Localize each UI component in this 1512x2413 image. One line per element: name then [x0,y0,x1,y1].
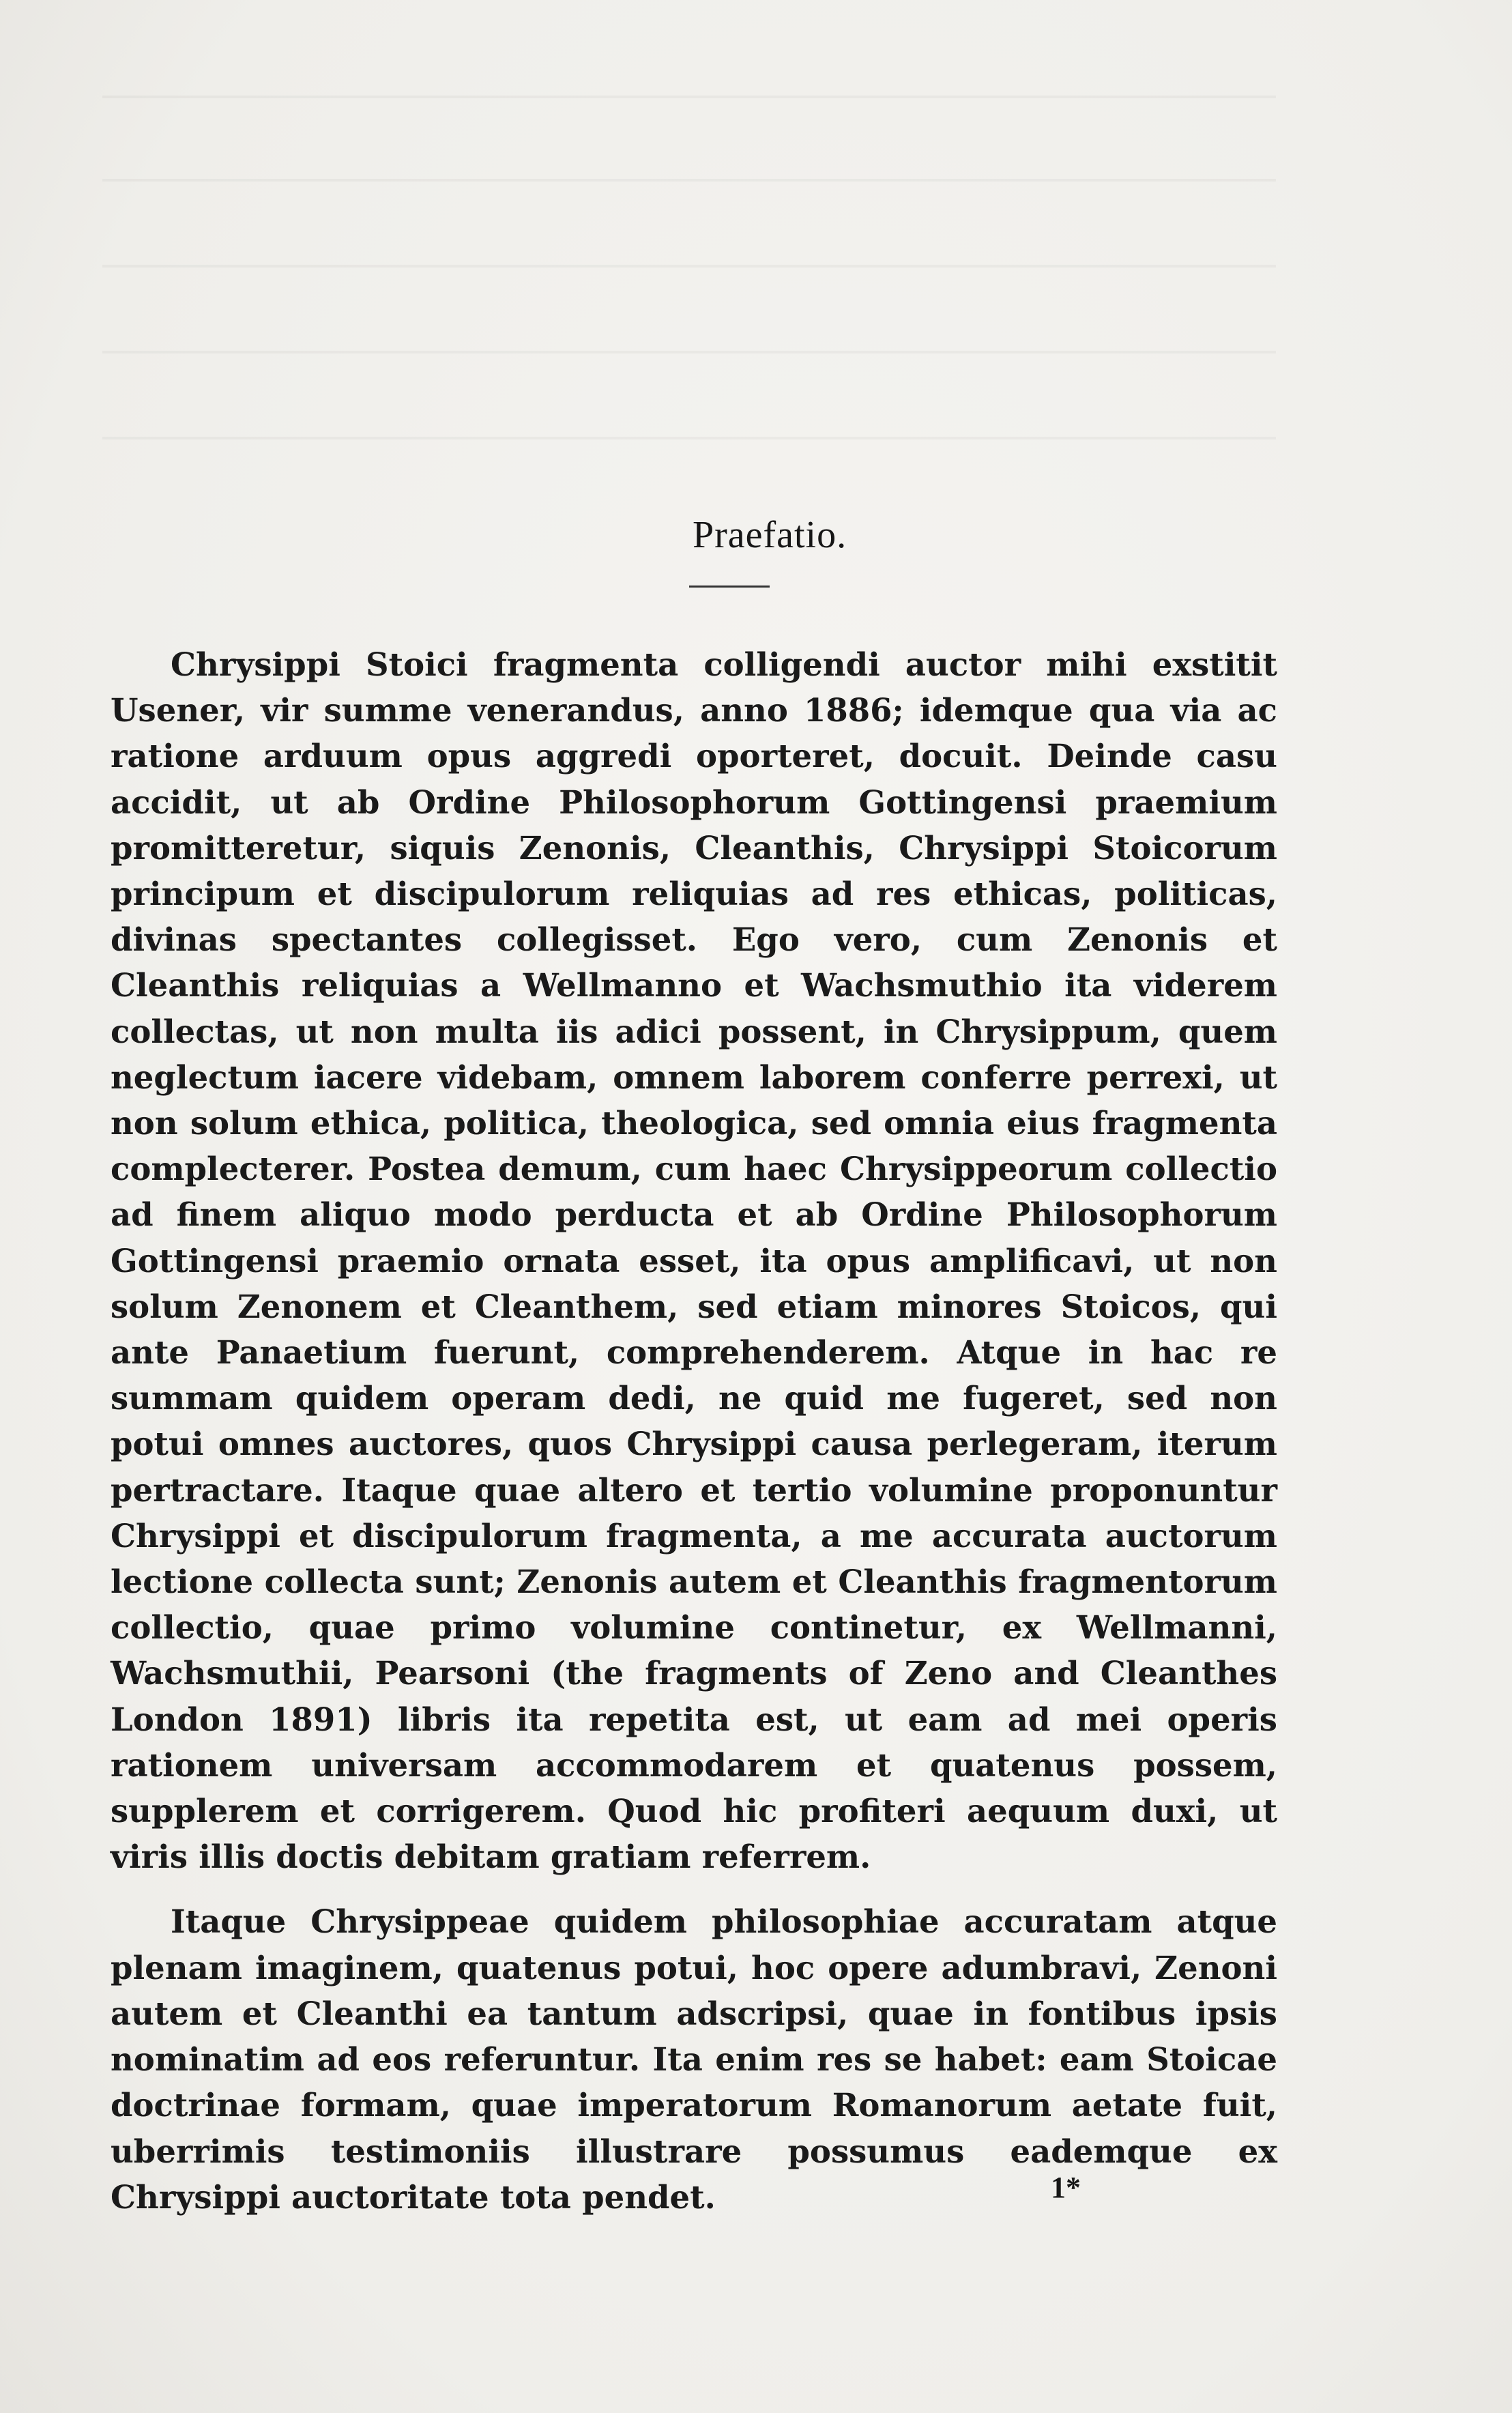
body-text [111,641,1277,2220]
paragraph: Chrysippi Stoici fragmenta colligendi auctor mihi exstitit Usener, vir summe venerandus, anno 1886; idemque qua via ac ratione arduum opus aggredi oporteret, docuit. Deinde casu accidit, ut ab Ordine Philosophorum Gottingensi praemium promitteretur, siquis Zenonis, Cleanthis, Chrysippi Stoicorum principum et discipulorum reliquias ad res ethicas, politicas, divinas spectantes collegisset. Ego vero, cum Zenonis et Cleanthis reliquias a Wellmanno et Wachsmuthio ita viderem collectas, ut non multa iis adici possent, in Chrysippum, quem neglectum iacere videbam, omnem laborem conferre perrexi, ut non solum ethica, politica, theologica, sed omnia eius fragmenta complecterer. Postea demum, cum haec Chrysippeorum collectio ad finem aliquo modo perducta et ab Ordine Philosophorum Gottingensi praemio ornata esset, ita opus amplificavi, ut non solum Zenonem et Cleanthem, sed etiam minores Stoicos, qui ante Panaetium fuerunt, comprehenderem. Atque in hac re summam quidem operam dedi, ne quid me fugeret, sed non potui omnes auctores, quos Chrysippi causa perlegeram, iterum pertractare. Itaque quae altero et tertio volumine proponuntur Chrysippi et discipulorum fragmenta, a me accurata auctorum lectione collecta sunt; Zenonis autem et Cleanthis fragmentorum collectio, quae primo volumine continetur, ex Wellmanni, Wachsmuthii, Pearsoni (the fragments of Zeno and Cleanthes London 1891) libris ita repetita est, ut eam ad mei operis rationem universam accommodarem et quatenus possem, supplerem et corrigerem. Quod hic profiteri aequum duxi, ut viris illis doctis debitam gratiam referrem. [111,646,1277,1876]
signature-mark: 1* [1051,2171,1081,2204]
title-rule [689,586,770,588]
bleed-through-line [102,351,1276,353]
bleed-through-line [102,96,1276,98]
page-title: Praefatio. [692,514,847,556]
bleed-through-line [102,437,1276,439]
paragraph: Itaque Chrysippeae quidem philosophiae accuratam atque plenam imaginem, quatenus potui, hoc opere adumbravi, Zenoni autem et Cleanthi ea tantum adscripsi, quae in fontibus ipsis nominatim ad eos referuntur. Ita enim res se habet: eam Stoicae doctrinae formam, quae imperatorum Romanorum aetate fuit, uberrimis testimoniis illustrare possumus eademque ex Chrysippi auctoritate tota pendet. [111,1903,1277,2216]
bleed-through-line [102,265,1276,268]
bleed-through-line [102,179,1276,182]
